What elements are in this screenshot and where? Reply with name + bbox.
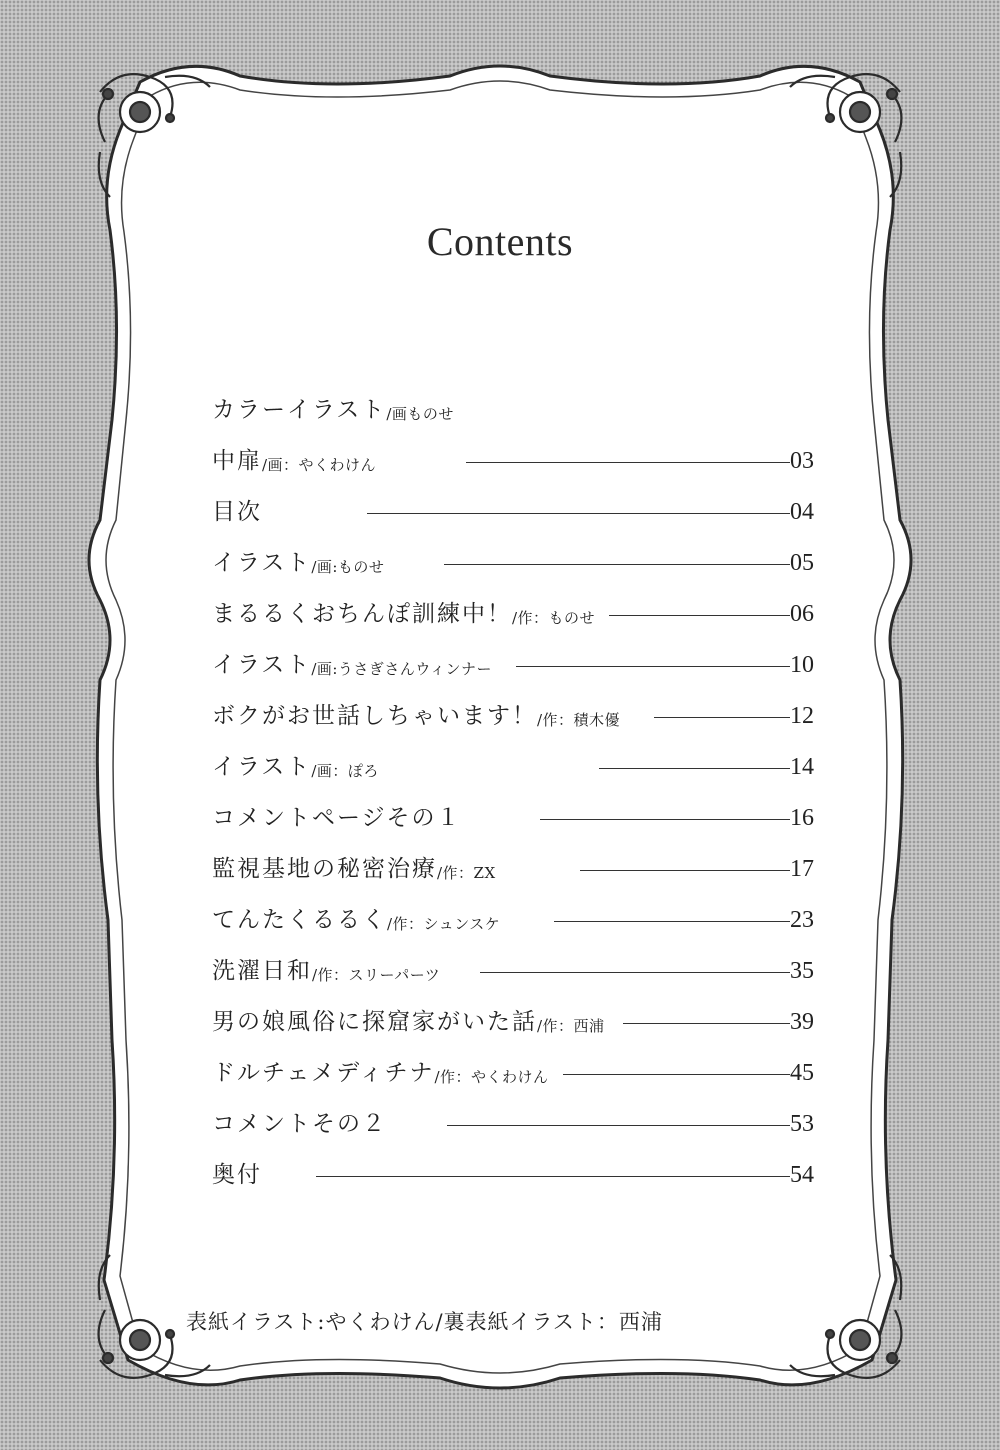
toc-entry-page: 53	[790, 1111, 814, 1137]
toc-leader-line	[480, 972, 790, 973]
toc-entry-page: 03	[790, 448, 814, 474]
toc-entry	[212, 998, 814, 1034]
toc-entry-credit: /作：やくわけん	[434, 1068, 549, 1086]
toc-leader-line	[563, 1074, 790, 1075]
toc-leader-line	[654, 717, 790, 718]
toc-entry-title: 中扉	[212, 448, 262, 474]
toc-entry	[212, 437, 814, 473]
toc-entry-page: 10	[790, 652, 814, 678]
toc-entry-title: てんたくるるく	[212, 907, 387, 933]
toc-leader-line	[554, 921, 790, 922]
toc-entry	[212, 1049, 814, 1085]
toc-entry-page: 45	[790, 1060, 814, 1086]
toc-entry-title: 目次	[212, 499, 262, 525]
toc-entry	[212, 488, 814, 524]
toc-leader-line	[580, 870, 790, 871]
toc-entry	[212, 641, 814, 677]
toc-entry-page: 05	[790, 550, 814, 576]
toc-entry-title: 監視基地の秘密治療	[212, 856, 437, 882]
toc-entry-title: イラスト	[212, 652, 312, 678]
toc-entry-title: 洗濯日和	[212, 958, 312, 984]
toc-leader-line	[367, 513, 790, 514]
toc-entry	[212, 1100, 814, 1136]
toc-entry-page: 06	[790, 601, 814, 627]
toc-leader-line	[540, 819, 790, 820]
toc-entry-credit: /作：ZX	[437, 864, 496, 882]
toc-entry-credit: /作：シュンスケ	[387, 915, 501, 933]
toc-entry-title: ドルチェメディチナ	[212, 1060, 435, 1086]
toc-entry-page: 04	[790, 499, 814, 525]
toc-entry-title: イラスト	[212, 550, 312, 576]
toc-entry-credit: /作：スリーパーツ	[312, 966, 441, 984]
toc-entry	[212, 386, 814, 422]
toc-entry-page: 54	[790, 1162, 814, 1188]
toc-entry	[212, 1151, 814, 1187]
toc-entry-title: コメントページその１	[212, 805, 462, 831]
toc-leader-line	[609, 615, 790, 616]
toc-entry	[212, 590, 814, 626]
toc-entry-page: 12	[790, 703, 814, 729]
cover-illustration-credit: 表紙イラスト:やくわけん/裏表紙イラスト：西浦	[186, 1310, 663, 1334]
toc-entry	[212, 794, 814, 830]
toc-leader-line	[599, 768, 790, 769]
toc-leader-line	[516, 666, 790, 667]
toc-leader-line	[316, 1176, 790, 1177]
toc-entry-page: 35	[790, 958, 814, 984]
toc-entry-page: 16	[790, 805, 814, 831]
toc-entry-title: まるるくおちんぽ訓練中！	[212, 601, 512, 627]
toc-entry-title: ボクがお世話しちゃいます！	[212, 703, 537, 729]
toc-entry	[212, 947, 814, 983]
toc-entry-credit: /画：やくわけん	[262, 456, 377, 474]
toc-entry-title: 男の娘風俗に探窟家がいた話	[212, 1009, 537, 1035]
toc-entry-title: 奥付	[212, 1162, 262, 1188]
toc-entry-credit: /画:うさぎさんウィンナー	[311, 660, 493, 678]
toc-entry-credit: /画：ぽろ	[311, 762, 379, 780]
page-title: Contents	[426, 219, 574, 264]
toc-entry-page: 23	[790, 907, 814, 933]
toc-entry-page: 14	[790, 754, 814, 780]
toc-entry	[212, 845, 814, 881]
toc-entry-credit: /画ものせ	[386, 405, 454, 423]
toc-entry-page: 17	[790, 856, 814, 882]
toc-entry-title: イラスト	[212, 754, 312, 780]
toc-entry-credit: /作：西浦	[537, 1017, 605, 1035]
toc-leader-line	[447, 1125, 790, 1126]
toc-entry	[212, 539, 814, 575]
toc-entry-page: 39	[790, 1009, 814, 1035]
toc-entry-title: カラーイラスト	[212, 397, 387, 423]
toc-leader-line	[444, 564, 790, 565]
toc-entry-credit: /作：積木優	[537, 711, 621, 729]
toc-leader-line	[466, 462, 790, 463]
toc-entry-credit: /画:ものせ	[311, 558, 385, 576]
toc-entry	[212, 692, 814, 728]
toc-entry-title: コメントその２	[212, 1111, 387, 1137]
toc-entry-credit: /作：ものせ	[512, 609, 596, 627]
toc-entry	[212, 743, 814, 779]
toc-entry	[212, 896, 814, 932]
toc-leader-line	[623, 1023, 790, 1024]
